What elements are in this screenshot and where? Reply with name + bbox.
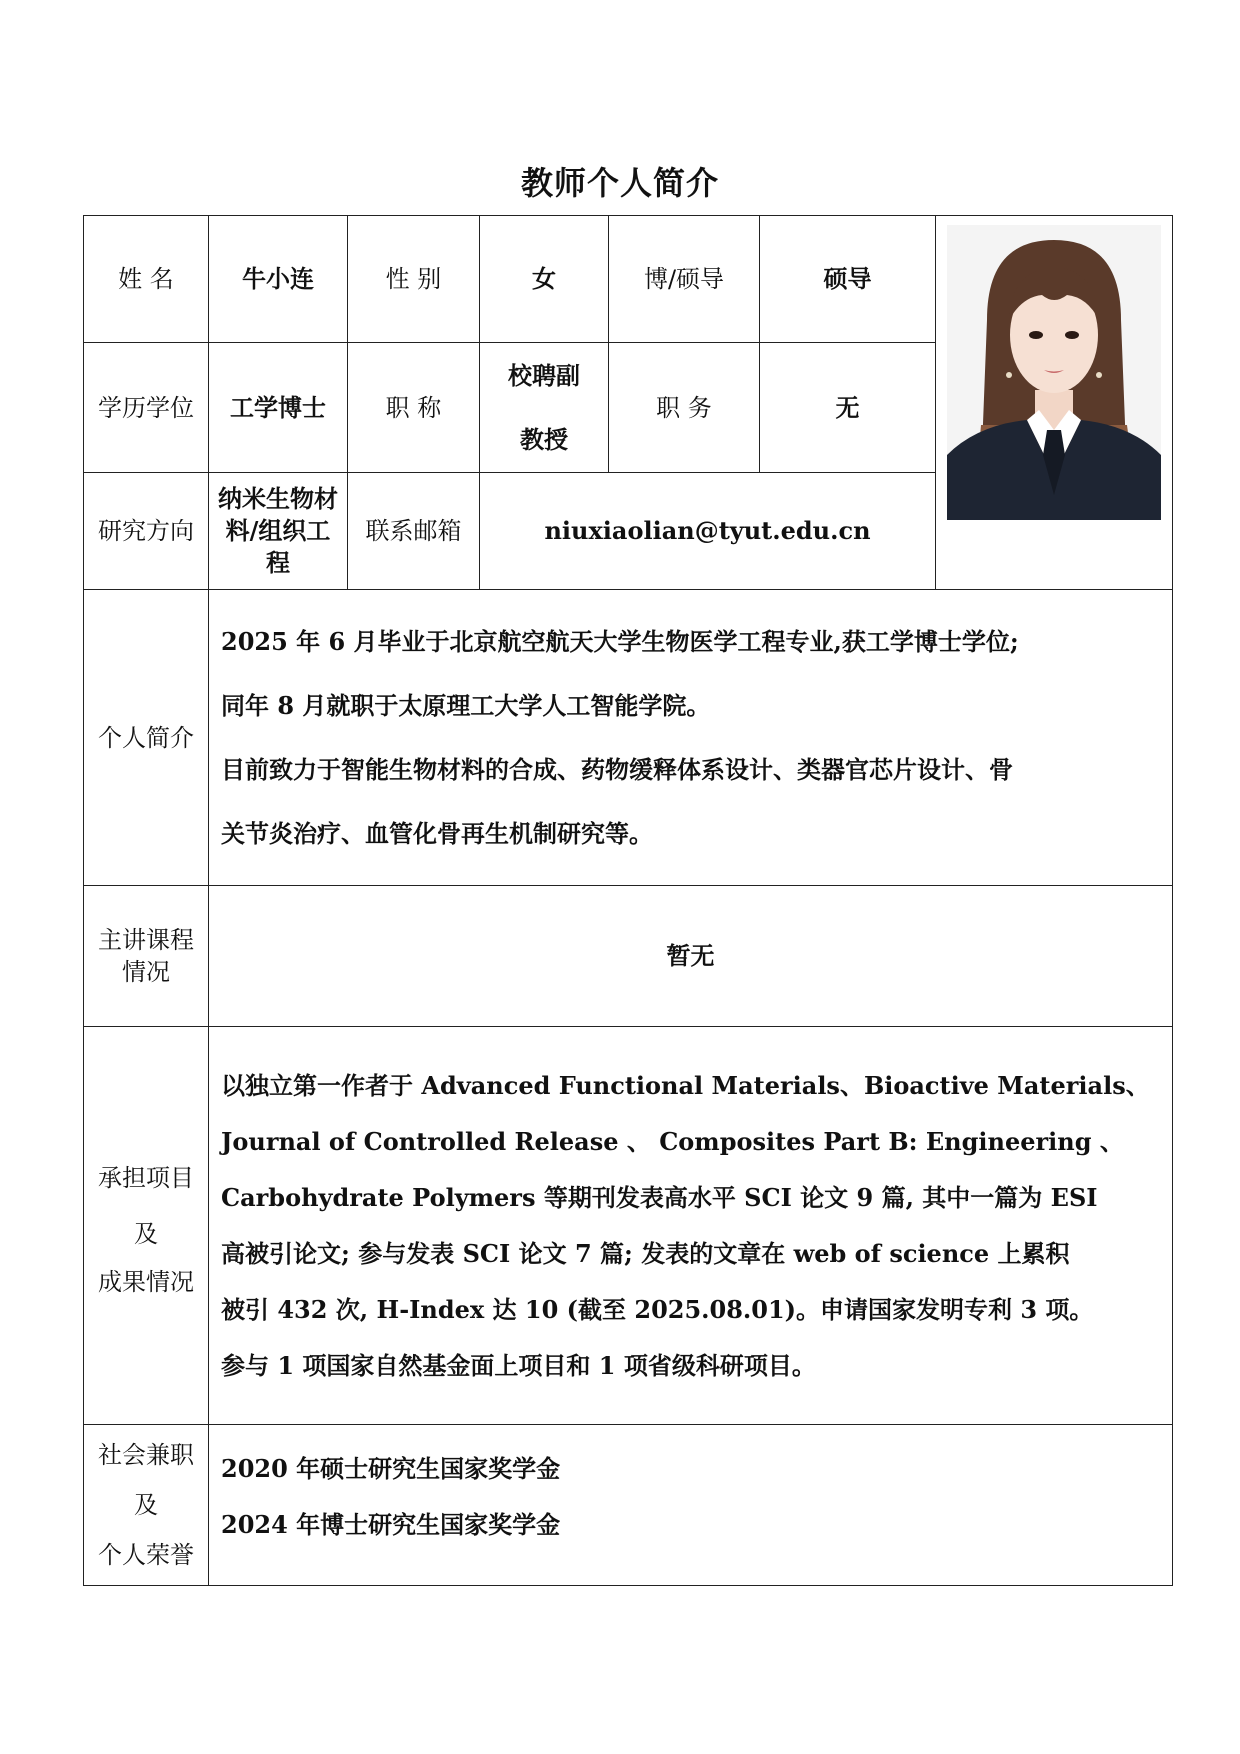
courses-label-line1: 主讲课程: [98, 926, 194, 954]
intro-label: 个人简介: [84, 590, 209, 886]
name-value: 牛小连: [209, 216, 348, 343]
honors-label-line2: 及: [134, 1491, 158, 1519]
portrait-photo: [947, 225, 1161, 520]
intro-line: 目前致力于智能生物材料的合成、药物缓释体系设计、类器官芯片设计、骨: [221, 754, 1013, 784]
projects-label-line3: 成果情况: [98, 1267, 194, 1296]
gender-value: 女: [480, 216, 609, 343]
profile-table: [83, 215, 1173, 1586]
honors-label: [84, 1425, 209, 1586]
honors-label-line3: 个人荣誉: [98, 1541, 194, 1569]
degree-value: 工学博士: [209, 343, 348, 473]
projects-line: 被引 432 次, H-Index 达 10 (截至 2025.08.01)。申请国家发明专利 3 项。: [221, 1294, 1094, 1324]
projects-line: Carbohydrate Polymers 等期刊发表高水平 SCI 论文 9 篇, 其中一篇为 ESI: [221, 1182, 1098, 1212]
research-value-line2: 程: [266, 548, 290, 577]
rank-value-line1: 校聘副: [508, 360, 580, 390]
honors-content: [209, 1425, 1173, 1586]
position-label: 职 务: [609, 343, 760, 473]
honors-line: 2024 年博士研究生国家奖学金: [221, 1510, 561, 1539]
email-label: 联系邮箱: [348, 473, 480, 590]
projects-line: Journal of Controlled Release 、 Composites Part B: Engineering 、: [221, 1126, 1124, 1156]
intro-line: 2025 年 6 月毕业于北京航空航天大学生物医学工程专业,获工学博士学位;: [221, 626, 1019, 656]
honors-line: 2020 年硕士研究生国家奖学金: [221, 1454, 561, 1483]
intro-line: 同年 8 月就职于太原理工大学人工智能学院。: [221, 690, 711, 720]
document-title: 教师个人简介: [520, 164, 719, 202]
courses-value: 暂无: [209, 886, 1173, 1027]
rank-value: [480, 343, 609, 473]
projects-label-line2: 及: [134, 1219, 158, 1248]
projects-content: [209, 1027, 1173, 1425]
projects-line: 参与 1 项国家自然基金面上项目和 1 项省级科研项目。: [221, 1350, 816, 1380]
intro-line: 关节炎治疗、血管化骨再生机制研究等。: [221, 818, 653, 848]
degree-label: 学历学位: [84, 343, 209, 473]
projects-label-line1: 承担项目: [98, 1163, 194, 1192]
name-label: 姓 名: [84, 216, 209, 343]
supervisor-value: 硕导: [760, 216, 936, 343]
projects-line: 以独立第一作者于 Advanced Functional Materials、Bioactive Materials、: [221, 1070, 1150, 1100]
research-label: 研究方向: [84, 473, 209, 590]
email-value: niuxiaolian@tyut.edu.cn: [480, 473, 936, 590]
honors-label-line1: 社会兼职: [98, 1441, 194, 1469]
research-value-line1: 纳米生物材料/组织工: [218, 484, 338, 545]
supervisor-label: 博/硕导: [609, 216, 760, 343]
position-value: 无: [760, 343, 936, 473]
gender-label: 性 别: [348, 216, 480, 343]
courses-label: [84, 886, 209, 1027]
rank-value-line2: 教授: [520, 424, 568, 454]
intro-content: [209, 590, 1173, 886]
portrait-illustration: [947, 225, 1161, 520]
research-value: [209, 473, 348, 590]
photo-cell: [936, 216, 1173, 590]
projects-line: 高被引论文; 参与发表 SCI 论文 7 篇; 发表的文章在 web of science 上累积: [221, 1238, 1070, 1268]
rank-label: 职 称: [348, 343, 480, 473]
courses-label-line2: 情况: [122, 958, 170, 986]
projects-label: [84, 1027, 209, 1425]
